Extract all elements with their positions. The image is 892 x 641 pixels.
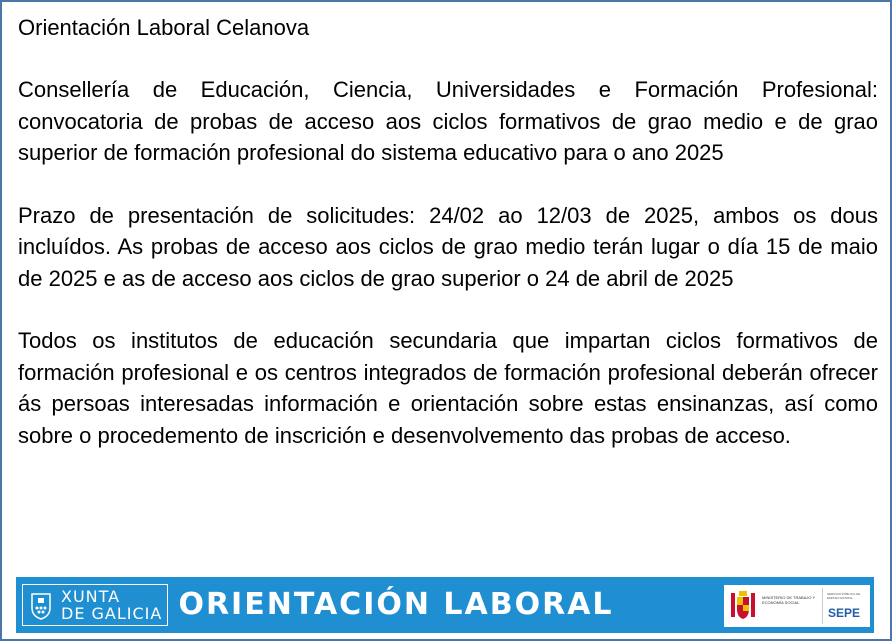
sepe-logo	[822, 588, 867, 624]
footer-banner	[16, 577, 874, 633]
paragraph-institutos: Todos os institutos de educación secundaria que impartan ciclos formativos de formación profesional e os centros integrados de formación profesional deberán ofrecer ás persoas interesadas información e orientación sobre estas ensinanzas, así como sobre o procedemento de inscrición e desenvolvemento das probas de acceso.	[18, 328, 878, 448]
ministry-text: MINISTERIO DE TRABAJO Y ECONOMÍA SOCIAL	[762, 595, 816, 605]
xunta-logo	[22, 584, 168, 626]
galicia-shield-icon	[29, 592, 53, 620]
document-content	[18, 12, 878, 482]
government-sepe-logo	[724, 585, 870, 627]
paragraph-prazo: Prazo de presentación de solicitudes: 24/02 ao 12/03 de 2025, ambos os dous incluídos. As probas de acceso aos ciclos de grao medio terán lugar o día 15 de maio de 2025 e as de acceso aos ciclos de grao superior o 24 de abril de 2025	[18, 202, 878, 291]
xunta-line2: DE GALICIA	[61, 604, 163, 623]
xunta-line1: XUNTA	[61, 587, 121, 606]
sepe-label: SEPE	[828, 606, 861, 620]
banner-title: ORIENTACIÓN LABORAL	[178, 587, 614, 622]
spain-coat-of-arms-icon	[728, 589, 758, 623]
sepe-small-text: SERVICIO PÚBLICO DE EMPLEO ESTATAL	[827, 592, 861, 600]
document-heading: Orientación Laboral Celanova	[18, 15, 310, 40]
paragraph-convocatoria: Consellería de Educación, Ciencia, Universidades e Formación Profesional: convocatoria de probas de acceso aos ciclos formativos de grao medio e de grao superior de formación profesional do sistema educativo para o ano 2025	[18, 77, 878, 165]
